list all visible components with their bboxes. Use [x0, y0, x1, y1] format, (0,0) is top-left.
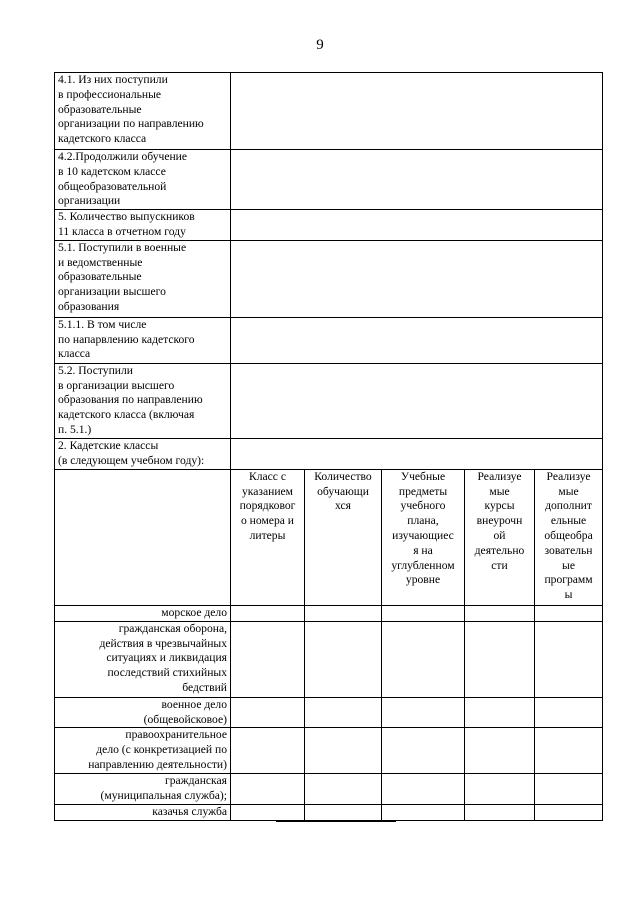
row-value-cell[interactable]	[231, 438, 603, 469]
input-cell[interactable]	[382, 697, 465, 728]
category-label: казачья служба	[55, 805, 231, 821]
row-value-cell[interactable]	[231, 240, 603, 317]
input-cell[interactable]	[465, 728, 535, 774]
input-cell[interactable]	[535, 697, 603, 728]
input-cell[interactable]	[382, 605, 465, 621]
input-cell[interactable]	[465, 805, 535, 821]
cadet-class-report-table	[54, 72, 603, 821]
input-cell[interactable]	[231, 728, 305, 774]
table-row	[55, 605, 603, 621]
row-value-cell[interactable]	[231, 73, 603, 150]
table-row	[55, 363, 603, 438]
input-cell[interactable]	[231, 774, 305, 805]
page-number: 9	[316, 37, 324, 53]
input-cell[interactable]	[305, 621, 382, 697]
input-cell[interactable]	[535, 728, 603, 774]
table-row	[55, 73, 603, 150]
input-cell[interactable]	[535, 805, 603, 821]
table-row	[55, 438, 603, 469]
category-label: гражданская (муниципальная служба);	[55, 774, 231, 805]
input-cell[interactable]	[231, 805, 305, 821]
row-label: 2. Кадетские классы (в следующем учебном году):	[55, 438, 231, 469]
input-cell[interactable]	[305, 805, 382, 821]
input-cell[interactable]	[382, 805, 465, 821]
input-cell[interactable]	[305, 605, 382, 621]
category-label: военное дело (общевойсковое)	[55, 697, 231, 728]
input-cell[interactable]	[305, 728, 382, 774]
header-corner-cell	[55, 469, 231, 605]
input-cell[interactable]	[535, 774, 603, 805]
column-header: Учебные предметы учебного плана, изучающиес я на углубленном уровне	[382, 469, 465, 605]
row-label: 5. Количество выпускников 11 класса в отчетном году	[55, 210, 231, 241]
input-cell[interactable]	[535, 605, 603, 621]
column-header: Реализуе мые дополнит ельные общеобра зовательн ые программ ы	[535, 469, 603, 605]
table-row	[55, 317, 603, 363]
table-row	[55, 774, 603, 805]
category-label: правоохранительное дело (с конкретизацией по направлению деятельности)	[55, 728, 231, 774]
table-row	[55, 697, 603, 728]
table-row	[55, 210, 603, 241]
row-label: 5.1. Поступили в военные и ведомственные образовательные организации высшего образования	[55, 240, 231, 317]
input-cell[interactable]	[231, 621, 305, 697]
row-label: 4.1. Из них поступили в профессиональные образовательные организации по направлению кадетского класса	[55, 73, 231, 150]
row-value-cell[interactable]	[231, 210, 603, 241]
input-cell[interactable]	[382, 728, 465, 774]
closing-divider-line	[276, 821, 396, 822]
input-cell[interactable]	[535, 621, 603, 697]
input-cell[interactable]	[465, 774, 535, 805]
input-cell[interactable]	[465, 605, 535, 621]
category-label: морское дело	[55, 605, 231, 621]
input-cell[interactable]	[231, 605, 305, 621]
category-label: гражданская оборона, действия в чрезвычайных ситуациях и ликвидация последствий стихийных бедствий	[55, 621, 231, 697]
row-value-cell[interactable]	[231, 363, 603, 438]
table-row	[55, 621, 603, 697]
table-row	[55, 240, 603, 317]
input-cell[interactable]	[382, 621, 465, 697]
row-label: 5.1.1. В том числе по напарвлению кадетского класса	[55, 317, 231, 363]
table-row	[55, 150, 603, 210]
input-cell[interactable]	[465, 697, 535, 728]
table-row	[55, 805, 603, 821]
row-value-cell[interactable]	[231, 150, 603, 210]
column-header: Количество обучающи хся	[305, 469, 382, 605]
column-header: Реализуе мые курсы внеурочн ой деятельно сти	[465, 469, 535, 605]
row-value-cell[interactable]	[231, 317, 603, 363]
input-cell[interactable]	[305, 697, 382, 728]
input-cell[interactable]	[305, 774, 382, 805]
input-cell[interactable]	[382, 774, 465, 805]
column-header-row	[55, 469, 603, 605]
row-label: 4.2.Продолжили обучение в 10 кадетском классе общеобразовательной организации	[55, 150, 231, 210]
row-label: 5.2. Поступили в организации высшего образования по направлению кадетского класса (включая п. 5.1.)	[55, 363, 231, 438]
table-row	[55, 728, 603, 774]
input-cell[interactable]	[465, 621, 535, 697]
column-header: Класс с указанием порядковог о номера и литеры	[231, 469, 305, 605]
input-cell[interactable]	[231, 697, 305, 728]
